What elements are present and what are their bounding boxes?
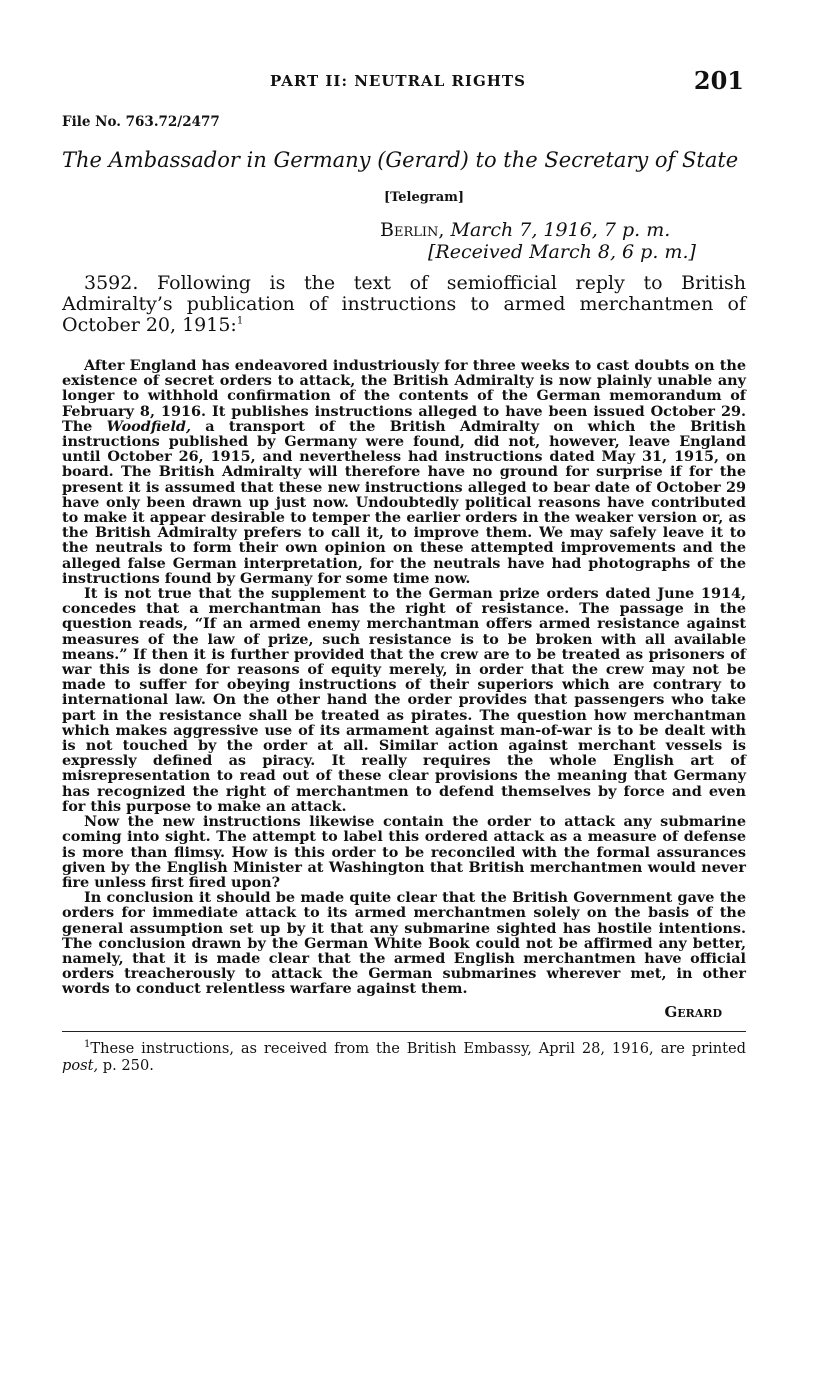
footnote-text-a: These instructions, as received from the British Embassy, April 28, 1916, are printed xyxy=(90,1039,746,1057)
paragraph-2: It is not true that the supplement to the German prize orders dated June 1914, concedes that a merchantman has the right of resistance. The passage in the question reads, “If an armed enemy merchantman offers armed resistance against measures of the law of prize, such resistance is to be broken with all available means.” If then it is further provided that the crew are to be treated as prisoners of war this is done for reasons of equity merely, in order that the crew may not be made to suffer for obeying instructions of their superiors which are contrary to international law. On the other hand the order provides that passengers who take part in the resistance shall be treated as pirates. The question how merchantman which makes aggressive use of its armament against man-of-war is to be dealt with is not touched by the order at all. Similar action against merchant vessels is expressly defined as piracy. It really requires the whole English art of misrepresentation to read out of these clear provisions the meaning that Germany has recognized the right of merchantmen to defend themselves by force and even for this purpose to make an attack. xyxy=(62,585,746,815)
document-type: [Telegram] xyxy=(383,190,465,205)
page-header xyxy=(62,66,746,98)
dateline-place: Berlin, xyxy=(380,219,445,241)
paragraph-3: Now the new instructions likewise contain the order to attack any submarine coming into sight. The attempt to label this ordered attack as a measure of defense is more than flimsy. How is this order to be reconciled with the formal assurances given by the English Minister at Washington that British merchantmen would never fire unless first fired upon? xyxy=(62,813,746,891)
dateline xyxy=(380,219,746,241)
telegram-body xyxy=(62,358,746,997)
running-head: PART II: NEUTRAL RIGHTS xyxy=(270,72,526,90)
paragraph-1 xyxy=(62,358,746,586)
dateline-date: March 7, 1916, 7 p. m. xyxy=(450,219,671,241)
signature: Gerard xyxy=(664,1002,722,1021)
paragraph-1-part-a: After England has endeavored industriously for three weeks to cast doubts on the existence of secret orders to attack, the British Admiralty is now plainly unable any longer to withhold confirmation of the contents of the German memorandum of February 8, 1916. It publishes instructions alleged to have been issued October 29. The xyxy=(62,357,746,435)
footnote-divider xyxy=(62,1031,746,1032)
footnote-text-b: p. 250. xyxy=(98,1056,154,1074)
document-title: The Ambassador in Germany (Gerard) to the Secretary of State xyxy=(62,148,739,172)
paragraph-1-part-b: a transport of the British Admiralty on which the British instructions published by Germany were found, did not, however, leave England until October 26, 1915, and nevertheless had instructions dated May 31, 1915, on board. The British Admiralty will therefore have no ground for surprise if for the present it is assumed that these new instructions alleged to bear date of October 29 have only been drawn up just now. Undoubtedly political reasons have contributed to make it appear desirable to temper the earlier orders in the weaker version or, as the British Admiralty prefers to call it, to improve them. We may safely leave it to the neutrals to form their own opinion on these attempted improvements and the alleged false German interpretation, for the neutrals have had photographs of the instructions found by Germany for some time now. xyxy=(62,417,746,587)
footnote-post: post, xyxy=(62,1056,99,1074)
telegram-intro xyxy=(62,273,746,336)
page-number: 201 xyxy=(693,66,744,95)
ship-name: Woodfield, xyxy=(106,417,191,435)
footnote-reference: 1 xyxy=(236,315,244,327)
footnote xyxy=(62,1040,746,1074)
document-page xyxy=(62,66,746,1074)
footnote-mark: 1 xyxy=(84,1038,91,1050)
intro-text: 3592. Following is the text of semiofficial reply to British Admiralty’s publication of instructions to armed merchantmen of October 20, 1915: xyxy=(62,272,746,336)
file-number: File No. 763.72/2477 xyxy=(62,114,220,130)
paragraph-4: In conclusion it should be made quite clear that the British Government gave the orders for immediate attack to its armed merchantmen solely on the basis of the general assumption set up by it that any submarine sighted has hostile intentions. The conclusion drawn by the German White Book could not be affirmed any better, namely, that it is made clear that the armed English merchantmen have official orders treacherously to attack the German submarines wherever met, in other words to conduct relentless warfare against them. xyxy=(62,889,746,998)
received-line: [Received March 8, 6 p. m.] xyxy=(428,241,696,263)
